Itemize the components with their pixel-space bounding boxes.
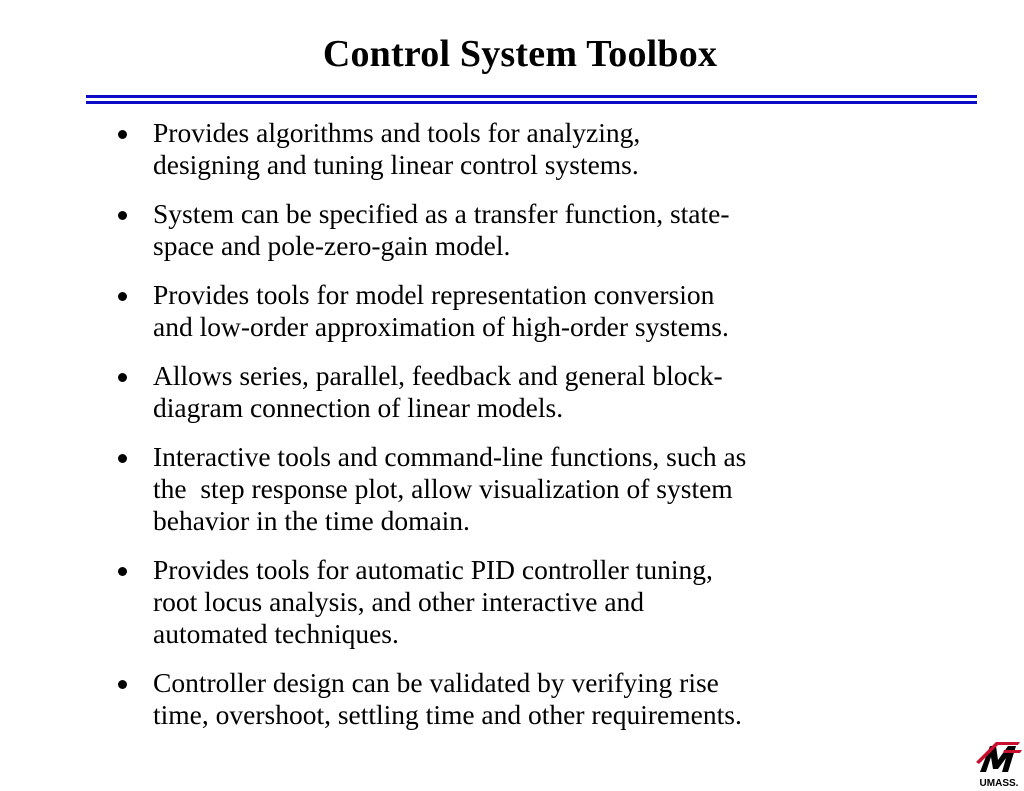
bullet-line: Interactive tools and command-line functions, such as [153,441,747,472]
bullet-line: automated techniques. [153,618,399,649]
bullet-dot-icon [118,211,127,220]
bullet-line: time, overshoot, settling time and other requirements. [153,699,742,730]
bullet-list [0,117,1024,748]
bullet-line: space and pole-zero-gain model. [153,230,511,261]
bullet-line: System can be specified as a transfer function, state- [153,198,730,229]
bullet-item [0,554,1024,650]
bullet-text [153,554,913,650]
bullet-line: behavior in the time domain. [153,505,470,536]
logo-wordmark: UMASS. [979,778,1019,789]
bullet-line: designing and tuning linear control systems. [153,149,639,180]
bullet-item [0,667,1024,731]
bullet-dot-icon [118,454,127,463]
bullet-line: root locus analysis, and other interactive and [153,586,645,617]
bullet-line: Provides tools for automatic PID controller tuning, [153,554,713,585]
bullet-line: Controller design can be validated by verifying rise [153,667,719,698]
bullet-text [153,667,913,731]
bullet-item [0,441,1024,537]
bullet-dot-icon [118,292,127,301]
bullet-text [153,360,913,424]
bullet-text [153,279,913,343]
bullet-line: Provides algorithms and tools for analyzing, [153,117,641,148]
bullet-text [153,117,913,181]
title-divider-top [86,95,977,98]
bullet-line: diagram connection of linear models. [153,392,564,423]
bullet-line: and low-order approximation of high-order systems. [153,311,729,342]
slide-title: Control System Toolbox [322,33,718,75]
bullet-dot-icon [118,567,127,576]
bullet-line: Allows series, parallel, feedback and general block- [153,360,723,391]
bullet-line: the step response plot, allow visualization of system [153,473,733,504]
title-divider-bottom [86,101,977,104]
bullet-line: Provides tools for model representation conversion [153,279,715,310]
bullet-dot-icon [118,373,127,382]
bullet-item [0,198,1024,262]
bullet-dot-icon [118,680,127,689]
bullet-dot-icon [118,130,127,139]
bullet-item [0,117,1024,181]
umass-logo-icon [974,736,1024,791]
bullet-text [153,198,913,262]
bullet-text [153,441,913,537]
bullet-item [0,360,1024,424]
bullet-item [0,279,1024,343]
